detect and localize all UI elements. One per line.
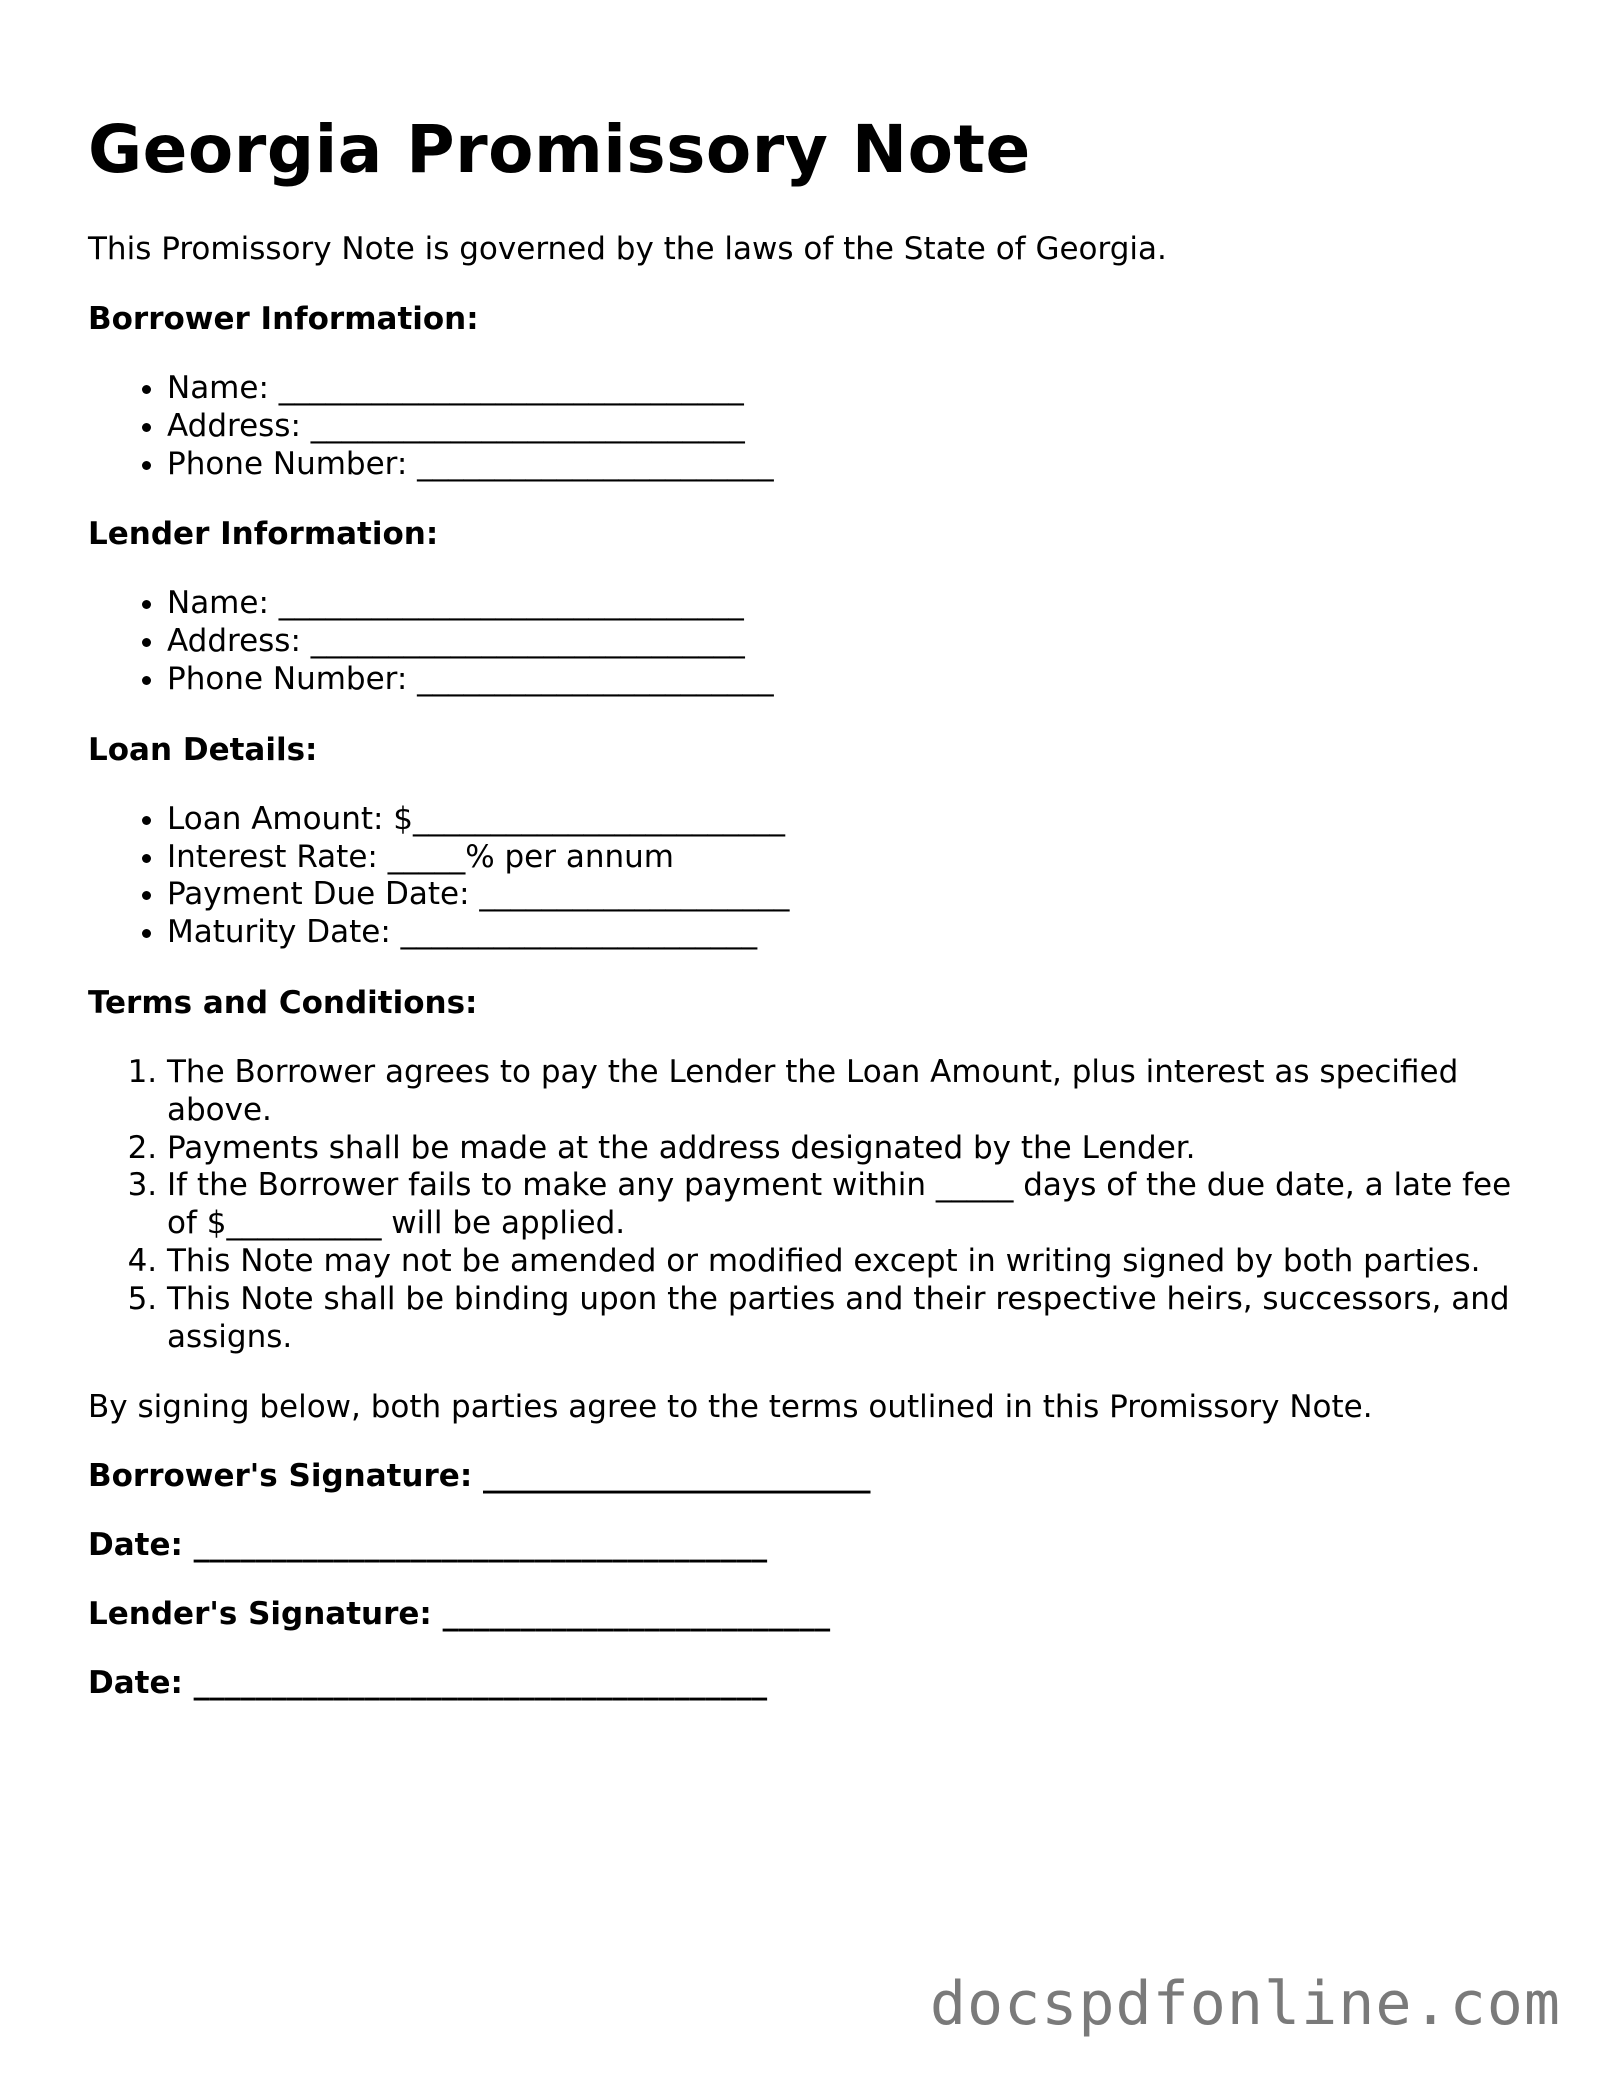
closing-paragraph: By signing below, both parties agree to the terms outlined in this Promissory Note. bbox=[88, 1389, 1373, 1426]
term-item[interactable]: 3. If the Borrower fails to make any payment within _____ days of the due date, a late fee of $__________ will be applied. bbox=[167, 1167, 1548, 1243]
borrower-phone-field[interactable]: • Phone Number: _______________________ bbox=[167, 446, 1548, 484]
term-item: 2. Payments shall be made at the address designated by the Lender. bbox=[167, 1130, 1548, 1168]
borrower-signature-field[interactable]: Borrower's Signature: _________________________ bbox=[88, 1458, 871, 1495]
interest-rate-field[interactable]: • Interest Rate: _____% per annum bbox=[167, 839, 1548, 877]
lender-phone-field[interactable]: • Phone Number: _______________________ bbox=[167, 661, 1548, 699]
intro-paragraph: This Promissory Note is governed by the laws of the State of Georgia. bbox=[88, 231, 1167, 267]
document-page bbox=[88, 108, 1548, 1702]
loan-amount-field[interactable]: • Loan Amount: $________________________ bbox=[167, 801, 1548, 839]
term-item: 1. The Borrower agrees to pay the Lender the Loan Amount, plus interest as specified above. bbox=[167, 1054, 1548, 1130]
document-title: Georgia Promissory Note bbox=[88, 111, 1031, 188]
borrower-heading: Borrower Information: bbox=[88, 301, 479, 337]
watermark: docspdfonline.com bbox=[929, 1969, 1561, 2039]
loan-details-list bbox=[88, 801, 1548, 952]
term-item: 4. This Note may not be amended or modified except in writing signed by both parties. bbox=[167, 1243, 1548, 1281]
payment-due-date-field[interactable]: • Payment Due Date: ____________________ bbox=[167, 876, 1548, 914]
lender-date-field[interactable]: Date: _____________________________________ bbox=[88, 1665, 768, 1702]
lender-name-field[interactable]: • Name: ______________________________ bbox=[167, 585, 1548, 623]
borrower-date-field[interactable]: Date: _____________________________________ bbox=[88, 1527, 768, 1564]
term-item: 5. This Note shall be binding upon the parties and their respective heirs, successors, and assigns. bbox=[167, 1281, 1548, 1357]
lender-address-field[interactable]: • Address: ____________________________ bbox=[167, 623, 1548, 661]
lender-heading: Lender Information: bbox=[88, 516, 439, 553]
loan-details-heading: Loan Details: bbox=[88, 731, 318, 768]
terms-list bbox=[88, 1054, 1548, 1356]
borrower-name-field[interactable]: • Name: ______________________________ bbox=[167, 370, 1548, 408]
lender-signature-field[interactable]: Lender's Signature: _________________________ bbox=[88, 1596, 831, 1633]
lender-info-list bbox=[88, 585, 1548, 698]
borrower-address-field[interactable]: • Address: ____________________________ bbox=[167, 408, 1548, 446]
borrower-info-list bbox=[88, 370, 1548, 483]
maturity-date-field[interactable]: • Maturity Date: _______________________ bbox=[167, 914, 1548, 952]
terms-heading: Terms and Conditions: bbox=[88, 984, 478, 1021]
